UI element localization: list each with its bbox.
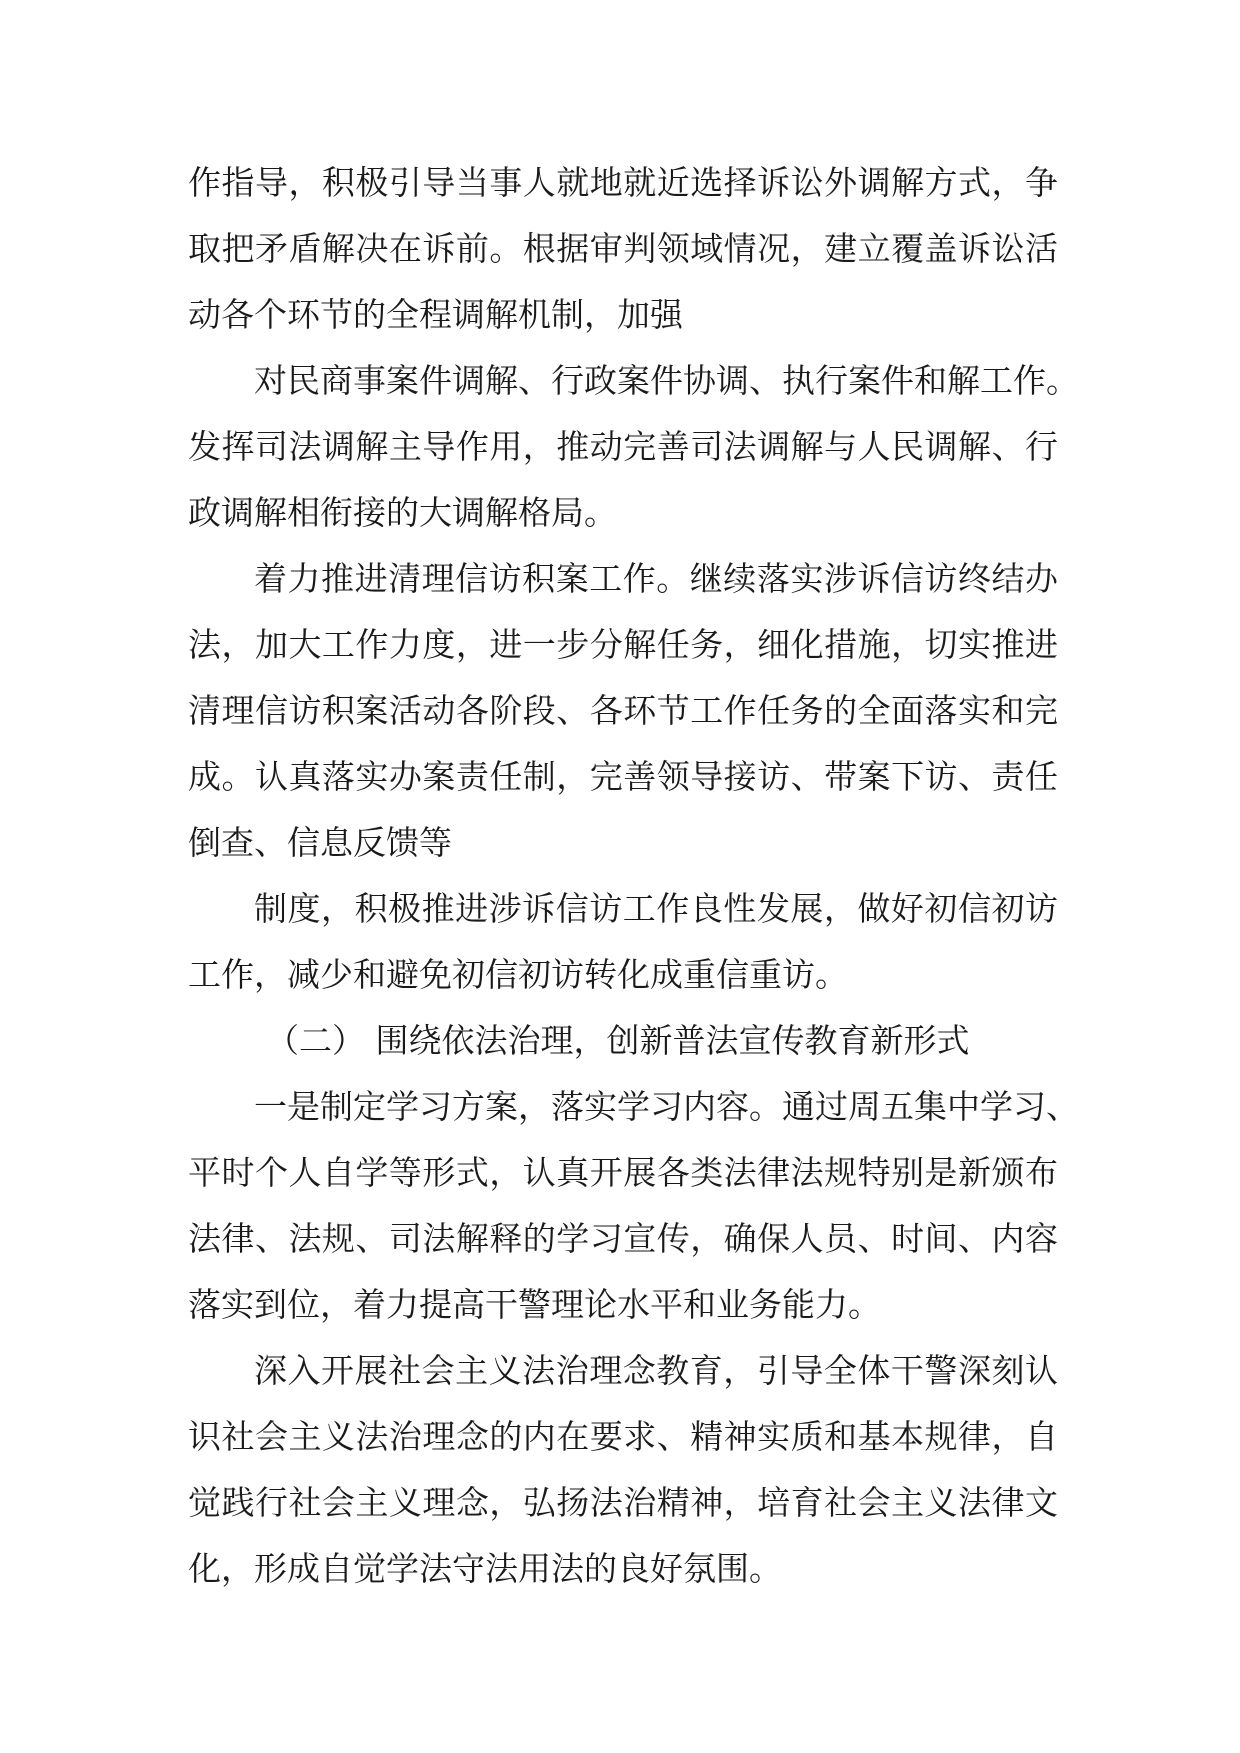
paragraph-line: 着力推进清理信访积案工作。继续落实涉诉信访终结办 bbox=[254, 559, 1058, 598]
paragraph-line: 制度，积极推进涉诉信访工作良性发展，做好初信初访 bbox=[254, 889, 1058, 928]
section-heading bbox=[188, 1008, 1058, 1074]
paragraph-line: 化，形成自觉学法守法用法的良好氛围。 bbox=[188, 1549, 782, 1588]
paragraph-line: 清理信访积案活动各阶段、各环节工作任务的全面落实和完 bbox=[188, 691, 1058, 730]
paragraph-line: 倒查、信息反馈等 bbox=[188, 823, 452, 862]
paragraph-line: 深入开展社会主义法治理念教育，引导全体干警深刻认 bbox=[254, 1351, 1058, 1390]
document-body bbox=[188, 150, 1079, 1602]
paragraph-line: 工作，减少和避免初信初访转化成重信重访。 bbox=[188, 955, 848, 994]
paragraph-line: 觉践行社会主义理念，弘扬法治精神，培育社会主义法律文 bbox=[188, 1483, 1058, 1522]
paragraph-petition-backlog bbox=[188, 546, 1058, 876]
paragraph-line: 平时个人自学等形式，认真开展各类法律法规特别是新颁布 bbox=[188, 1153, 1058, 1192]
paragraph-study-plan bbox=[188, 1074, 1079, 1338]
paragraph-line: 识社会主义法治理念的内在要求、精神实质和基本规律，自 bbox=[188, 1417, 1058, 1456]
paragraph-line: 成。认真落实办案责任制，完善领导接访、带案下访、责任 bbox=[188, 757, 1058, 796]
paragraph-line: 作指导，积极引导当事人就地就近选择诉讼外调解方式，争 bbox=[188, 163, 1058, 202]
section-heading-text: （二） 围绕依法治理，创新普法宣传教育新形式 bbox=[266, 1021, 970, 1060]
paragraph-line: 法律、法规、司法解释的学习宣传，确保人员、时间、内容 bbox=[188, 1219, 1058, 1258]
paragraph-rule-of-law-education bbox=[188, 1338, 1058, 1602]
paragraph-line: 动各个环节的全程调解机制，加强 bbox=[188, 295, 683, 334]
paragraph-line: 一是制定学习方案，落实学习内容。通过周五集中学习、 bbox=[254, 1087, 1079, 1126]
paragraph-line: 发挥司法调解主导作用，推动完善司法调解与人民调解、行 bbox=[188, 427, 1058, 466]
paragraph-civil-mediation bbox=[188, 348, 1079, 546]
paragraph-line: 法，加大工作力度，进一步分解任务，细化措施，切实推进 bbox=[188, 625, 1058, 664]
paragraph-mediation-guidance bbox=[188, 150, 1058, 348]
paragraph-line: 取把矛盾解决在诉前。根据审判领域情况，建立覆盖诉讼活 bbox=[188, 229, 1058, 268]
paragraph-line: 政调解相衔接的大调解格局。 bbox=[188, 493, 617, 532]
paragraph-line: 落实到位，着力提高干警理论水平和业务能力。 bbox=[188, 1285, 881, 1324]
paragraph-line: 对民商事案件调解、行政案件协调、执行案件和解工作。 bbox=[254, 361, 1079, 400]
paragraph-petition-system bbox=[188, 876, 1058, 1008]
